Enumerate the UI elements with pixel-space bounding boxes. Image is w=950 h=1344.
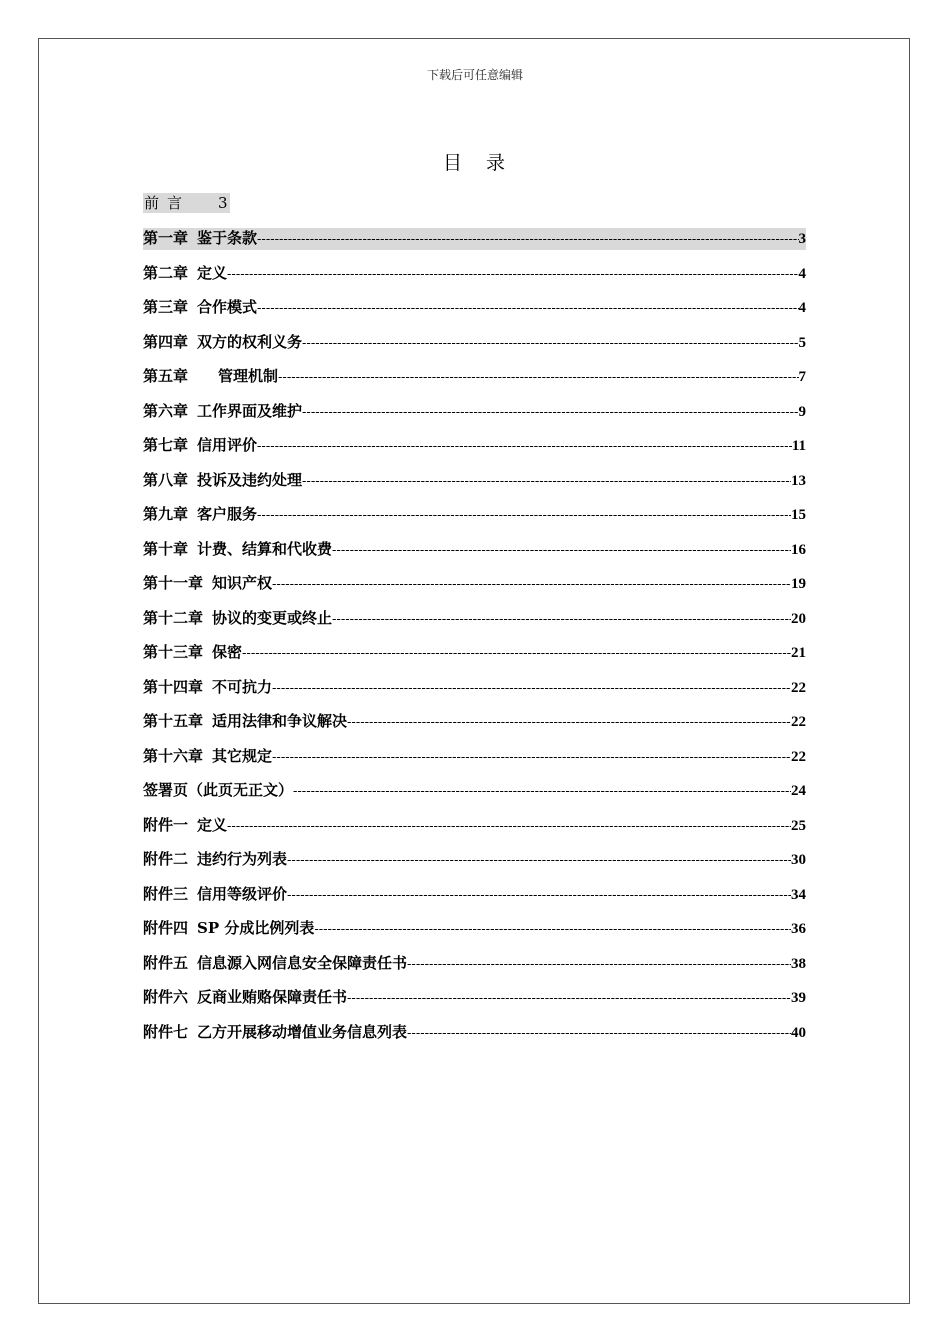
toc-entry[interactable]: [143, 815, 806, 850]
toc-entry[interactable]: [143, 884, 806, 919]
toc-entry[interactable]: [143, 573, 806, 608]
toc-entry[interactable]: [143, 1022, 806, 1057]
toc-entry-line: [143, 746, 806, 768]
toc-entry-line: [143, 539, 806, 561]
toc-dot-leader: [302, 403, 798, 423]
toc-entry[interactable]: [143, 642, 806, 677]
toc-dot-leader: [302, 334, 798, 354]
toc-list: [143, 228, 806, 1056]
toc-entry-title: 计费、结算和代收费: [197, 539, 333, 558]
toc-entry[interactable]: [143, 677, 806, 712]
toc-entry-line: [143, 573, 806, 595]
toc-entry-page: 39: [791, 990, 806, 1006]
toc-entry-page: 34: [791, 886, 806, 903]
toc-entry[interactable]: [143, 228, 806, 263]
toc-entry-title: 工作界面及维护: [197, 401, 303, 420]
toc-entry-page: 25: [791, 817, 806, 834]
toc-entry[interactable]: [143, 297, 806, 332]
toc-dot-leader: [272, 748, 791, 768]
toc-dot-leader: [278, 368, 798, 388]
toc-entry-page: 3: [798, 231, 806, 247]
toc-entry-line: [143, 1022, 806, 1044]
toc-dot-leader: [227, 265, 798, 285]
toc-entry[interactable]: [143, 539, 806, 574]
toc-entry-chapter: 第五章: [143, 367, 189, 385]
toc-entry-page: 11: [791, 438, 806, 454]
toc-entry-line: [143, 504, 806, 526]
toc-entry-line: [143, 642, 806, 664]
toc-entry-chapter: 签署页（此页无正文）: [143, 781, 294, 799]
toc-entry-page: 7: [798, 369, 806, 385]
toc-dot-leader: [332, 610, 791, 630]
toc-entry-line: [143, 366, 806, 388]
toc-entry-line: [143, 987, 806, 1009]
toc-entry-title: 信用等级评价: [197, 884, 288, 903]
toc-entry-line: [143, 470, 806, 492]
toc-entry-line: [143, 815, 806, 837]
toc-entry-page: 24: [791, 783, 806, 799]
toc-entry-title: 管理机制: [218, 367, 279, 385]
toc-dot-leader: [287, 886, 791, 906]
toc-entry-page: 4: [798, 265, 806, 282]
toc-dot-leader: [293, 782, 791, 802]
toc-entry-page: 5: [798, 334, 806, 351]
toc-dot-leader: [314, 920, 791, 940]
header-note: 下载后可任意编辑: [426, 68, 523, 82]
toc-entry-chapter: 第十四章: [143, 677, 204, 696]
toc-dot-leader: [302, 472, 791, 492]
toc-entry-line: [143, 849, 806, 871]
toc-entry[interactable]: [143, 470, 806, 505]
toc-entry-chapter: 第三章: [143, 298, 189, 316]
toc-entry[interactable]: [143, 918, 806, 953]
toc-dot-leader: [407, 955, 791, 975]
toc-entry[interactable]: [143, 987, 806, 1022]
toc-entry-title: 信息源入网信息安全保障责任书: [197, 953, 408, 972]
toc-entry[interactable]: [143, 401, 806, 436]
toc-entry-title: 投诉及违约处理: [197, 470, 303, 489]
toc-entry-chapter: 附件一: [143, 815, 189, 834]
toc-entry-page: 22: [791, 679, 806, 696]
toc-entry-title: 信用评价: [197, 436, 258, 454]
toc-entry-page: 36: [791, 921, 806, 937]
toc-entry-title: 其它规定: [212, 746, 273, 765]
toc-entry-title: 适用法律和争议解决: [212, 712, 348, 730]
toc-entry-title: 违约行为列表: [197, 850, 288, 868]
toc-entry-chapter: 第十一章: [143, 574, 204, 592]
toc-entry-title: 定义: [197, 263, 228, 282]
toc-entry-line: [143, 228, 806, 250]
toc-entry-line: [143, 608, 806, 630]
toc-entry-title: SP 分成比例列表: [197, 919, 315, 937]
toc-entry-title: 乙方开展移动增值业务信息列表: [197, 1022, 408, 1041]
toc-entry-chapter: 第七章: [143, 436, 189, 454]
toc-entry[interactable]: [143, 849, 806, 884]
preface-label-a: 前: [144, 194, 160, 212]
toc-entry-chapter: 第十章: [143, 539, 189, 558]
toc-entry-line: [143, 401, 806, 423]
toc-dot-leader: [257, 437, 792, 457]
toc-entry-page: 20: [791, 610, 806, 627]
toc-entry[interactable]: [143, 746, 806, 781]
toc-entry-title: 客户服务: [197, 505, 258, 523]
toc-dot-leader: [287, 851, 791, 871]
toc-entry-chapter: 第六章: [143, 401, 189, 420]
toc-entry-chapter: 附件三: [143, 884, 189, 903]
toc-entry-page: 9: [798, 403, 806, 420]
toc-entry-preface[interactable]: [143, 193, 230, 213]
toc-entry[interactable]: [143, 504, 806, 539]
toc-entry-chapter: 第十三章: [143, 643, 204, 661]
toc-entry-page: 19: [791, 576, 806, 592]
toc-entry-page: 16: [791, 541, 806, 558]
toc-dot-leader: [407, 1024, 791, 1044]
toc-entry-line: [143, 435, 806, 457]
toc-dot-leader: [272, 575, 791, 595]
toc-entry-chapter: 附件二: [143, 850, 189, 868]
toc-entry-page: 38: [791, 955, 806, 972]
toc-dot-leader: [347, 989, 791, 1009]
toc-entry[interactable]: [143, 435, 806, 470]
toc-entry-chapter: 附件四: [143, 919, 189, 937]
toc-dot-leader: [257, 299, 798, 319]
toc-entry-chapter: 附件七: [143, 1022, 189, 1041]
toc-entry-chapter: 第四章: [143, 332, 189, 351]
toc-entry-line: [143, 332, 806, 354]
toc-entry-page: 22: [791, 748, 806, 765]
toc-entry-title: 反商业贿赂保障责任书: [197, 988, 348, 1006]
toc-entry-page: 15: [791, 507, 806, 523]
toc-entry-line: [143, 711, 806, 733]
toc-entry-page: 13: [791, 472, 806, 489]
toc-entry-page: 4: [798, 300, 806, 316]
toc-dot-leader: [257, 230, 798, 250]
toc-entry-line: [143, 297, 806, 319]
toc-entry-chapter: 附件六: [143, 988, 189, 1006]
toc-dot-leader: [332, 541, 791, 561]
toc-entry[interactable]: [143, 780, 806, 815]
toc-title: [0, 148, 950, 175]
toc-entry-chapter: 第一章: [143, 229, 189, 247]
toc-entry-chapter: 附件五: [143, 953, 189, 972]
toc-entry-title: 合作模式: [197, 298, 258, 316]
toc-entry-page: 40: [791, 1024, 806, 1041]
toc-dot-leader: [242, 644, 791, 664]
toc-entry-chapter: 第十六章: [143, 746, 204, 765]
toc-entry-page: 22: [791, 714, 806, 730]
toc-entry-title: 鉴于条款: [197, 229, 258, 247]
toc-entry-line: [143, 677, 806, 699]
toc-entry[interactable]: [143, 711, 806, 746]
toc-dot-leader: [257, 506, 791, 526]
toc-entry[interactable]: [143, 953, 806, 988]
toc-entry-title: 定义: [197, 815, 228, 834]
toc-entry-line: [143, 918, 806, 940]
toc-dot-leader: [347, 713, 791, 733]
toc-entry-line: [143, 953, 806, 975]
toc-entry[interactable]: [143, 332, 806, 367]
toc-entry-chapter: 第二章: [143, 263, 189, 282]
toc-entry-chapter: 第十五章: [143, 712, 204, 730]
toc-dot-leader: [227, 817, 791, 837]
toc-entry-page: 30: [791, 852, 806, 868]
toc-entry-line: [143, 263, 806, 285]
toc-entry-chapter: 第十二章: [143, 608, 204, 627]
toc-entry-chapter: 第八章: [143, 470, 189, 489]
toc-entry-line: [143, 780, 806, 802]
toc-entry[interactable]: [143, 366, 806, 401]
toc-entry-page: 21: [791, 645, 806, 661]
preface-label-b: 言: [167, 194, 183, 212]
toc-dot-leader: [272, 679, 791, 699]
toc-entry[interactable]: [143, 263, 806, 298]
toc-entry[interactable]: [143, 608, 806, 643]
toc-entry-title: 知识产权: [212, 574, 273, 592]
toc-entry-title: 双方的权利义务: [197, 332, 303, 351]
preface-page: 3: [218, 194, 228, 212]
toc-entry-title: 不可抗力: [212, 677, 273, 696]
toc-entry-line: [143, 884, 806, 906]
toc-entry-title: 协议的变更或终止: [212, 608, 333, 627]
toc-entry-title: 保密: [212, 643, 243, 661]
toc-title-char-1: 目: [442, 152, 464, 174]
toc-title-char-2: 录: [486, 152, 508, 174]
toc-entry-chapter: 第九章: [143, 505, 189, 523]
